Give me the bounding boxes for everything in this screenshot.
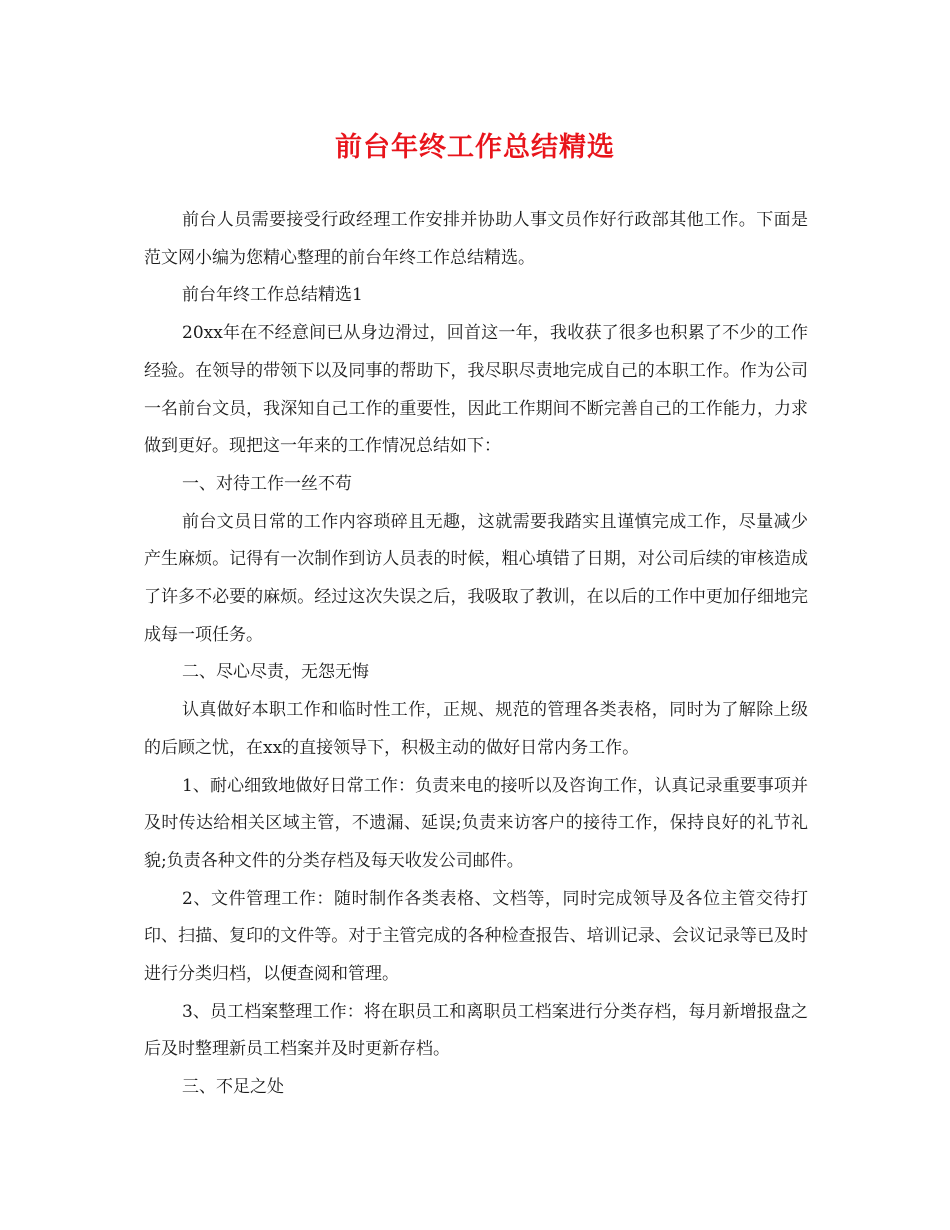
paragraph: 20xx年在不经意间已从身边滑过，回首这一年，我收获了很多也积累了不少的工作经验。在领导的带领下以及同事的帮助下，我尽职尽责地完成自己的本职工作。作为公司一名前台文员，我深知自己工作的重要性，因此工作期间不断完善自己的工作能力，力求做到更好。现把这一年来的工作情况总结如下：	[144, 323, 808, 457]
list-item: 3、员工档案整理工作：将在职员工和离职员工档案进行分类存档，每月新增报盘之后及时整理新员工档案并及时更新存档。	[144, 1001, 808, 1060]
section-heading: 三、不足之处	[182, 1077, 284, 1098]
paragraph: 认真做好本职工作和临时性工作，正规、规范的管理各类表格，同时为了解除上级的后顾之忧，在xx的直接领导下，积极主动的做好日常内务工作。	[144, 700, 808, 758]
list-item: 2、文件管理工作：随时制作各类表格、文档等，同时完成领导及各位主管交待打印、扫描、复印的文件等。对于主管完成的各种检查报告、培训记录、会议记录等已及时进行分类归档，以便查阅和管理。	[144, 888, 808, 985]
section-heading-1: 前台年终工作总结精选1	[182, 285, 363, 306]
document-title: 前台年终工作总结精选	[335, 132, 615, 163]
section-heading: 二、尽心尽责，无怨无悔	[182, 662, 369, 683]
paragraph-intro: 前台人员需要接受行政经理工作安排并协助人事文员作好行政部其他工作。下面是范文网小编为您精心整理的前台年终工作总结精选。	[144, 210, 808, 268]
document-body	[144, 202, 808, 1107]
paragraph: 前台文员日常的工作内容琐碎且无趣，这就需要我踏实且谨慎完成工作，尽量减少产生麻烦。记得有一次制作到访人员表的时候，粗心填错了日期，对公司后续的审核造成了许多不必要的麻烦。经过这次失误之后，我吸取了教训，在以后的工作中更加仔细地完成每一项任务。	[144, 511, 808, 645]
section-heading: 一、对待工作一丝不苟	[182, 473, 352, 494]
list-item: 1、耐心细致地做好日常工作：负责来电的接听以及咨询工作，认真记录重要事项并及时传达给相关区域主管，不遗漏、延误;负责来访客户的接待工作，保持良好的礼节礼貌;负责各种文件的分类存档及每天收发公司邮件。	[144, 775, 808, 871]
